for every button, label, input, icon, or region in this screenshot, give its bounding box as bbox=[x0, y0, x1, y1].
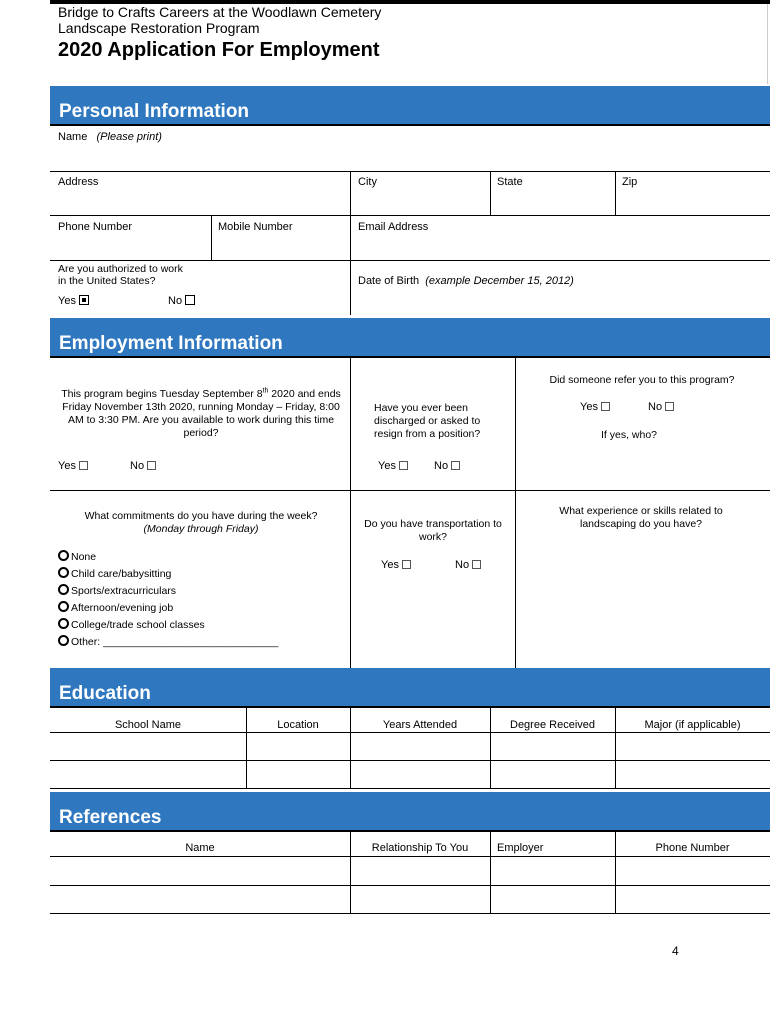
table-row bbox=[50, 885, 770, 886]
phone-label: Phone Number bbox=[58, 221, 132, 233]
commitment-option-other[interactable]: Other: ______________________________ bbox=[58, 634, 278, 651]
experience-question: What experience or skills related to landscaping do you have? bbox=[559, 505, 723, 530]
section-header-personal: Personal Information bbox=[50, 86, 770, 126]
commitment-option-classes[interactable]: College/trade school classes bbox=[58, 617, 278, 634]
divider bbox=[350, 171, 351, 216]
commitments-options bbox=[58, 549, 278, 651]
section-header-education: Education bbox=[50, 668, 770, 708]
referral-question: Did someone refer you to this program? bbox=[549, 374, 735, 386]
divider bbox=[50, 215, 770, 216]
availability-no-option[interactable]: No bbox=[130, 460, 156, 473]
availability-yes-option[interactable]: Yes bbox=[58, 460, 88, 473]
referral-followup: If yes, who? bbox=[600, 429, 658, 441]
table-row bbox=[50, 913, 770, 914]
transportation-question: Do you have transportation to work? bbox=[364, 518, 502, 543]
mobile-label: Mobile Number bbox=[218, 221, 293, 233]
commitment-option-sports[interactable]: Sports/extracurriculars bbox=[58, 583, 278, 600]
references-col-relationship: Relationship To You bbox=[371, 842, 469, 854]
table-row bbox=[50, 856, 770, 857]
divider bbox=[211, 215, 212, 260]
divider bbox=[615, 832, 616, 914]
commitment-option-none[interactable]: None bbox=[58, 549, 278, 566]
checkbox-icon[interactable] bbox=[185, 295, 195, 305]
discharged-question: Have you ever been discharged or asked to resign from a position? bbox=[374, 402, 481, 440]
address-label: Address bbox=[58, 176, 99, 188]
table-row bbox=[50, 760, 770, 761]
radio-icon[interactable] bbox=[58, 601, 69, 612]
radio-icon[interactable] bbox=[58, 635, 69, 646]
divider bbox=[615, 171, 616, 216]
checkbox-icon[interactable] bbox=[472, 560, 481, 569]
name-hint: (Please print) bbox=[96, 131, 162, 143]
page-number: 4 bbox=[672, 944, 679, 958]
divider bbox=[50, 490, 770, 491]
program-name: Bridge to Crafts Careers at the Woodlawn Cemetery bbox=[58, 4, 382, 20]
state-label: State bbox=[497, 176, 523, 188]
authorized-no-option[interactable]: No bbox=[168, 295, 195, 308]
education-col-years: Years Attended bbox=[382, 719, 458, 731]
referral-yes-option[interactable]: Yes bbox=[580, 401, 610, 414]
work-authorization-question: Are you authorized to work in the United States? bbox=[58, 263, 183, 287]
references-col-employer: Employer bbox=[497, 842, 544, 854]
authorized-yes-option[interactable]: Yes bbox=[58, 295, 89, 308]
divider bbox=[515, 358, 516, 669]
name-label: Name bbox=[58, 131, 88, 143]
commitments-question: What commitments do you have during the week? (Monday through Friday) bbox=[84, 510, 318, 535]
references-col-phone: Phone Number bbox=[655, 842, 730, 854]
commitment-option-job[interactable]: Afternoon/evening job bbox=[58, 600, 278, 617]
email-label: Email Address bbox=[358, 221, 429, 233]
zip-label: Zip bbox=[622, 176, 638, 188]
city-label: City bbox=[358, 176, 377, 188]
section-header-employment: Employment Information bbox=[50, 318, 770, 358]
checkbox-icon[interactable] bbox=[665, 402, 674, 411]
referral-no-option[interactable]: No bbox=[648, 401, 674, 414]
divider bbox=[490, 171, 491, 216]
checkbox-checked-icon[interactable] bbox=[79, 295, 89, 305]
header-right-border bbox=[767, 4, 768, 84]
checkbox-icon[interactable] bbox=[399, 461, 408, 470]
dob-label: Date of Birth bbox=[358, 275, 420, 287]
education-col-location: Location bbox=[277, 719, 319, 731]
checkbox-icon[interactable] bbox=[451, 461, 460, 470]
dob-hint: (example December 15, 2012) bbox=[425, 275, 574, 287]
radio-icon[interactable] bbox=[58, 618, 69, 629]
checkbox-icon[interactable] bbox=[601, 402, 610, 411]
checkbox-icon[interactable] bbox=[79, 461, 88, 470]
name-field[interactable] bbox=[58, 131, 162, 144]
transportation-no-option[interactable]: No bbox=[455, 559, 481, 572]
page-title: 2020 Application For Employment bbox=[58, 39, 380, 61]
radio-icon[interactable] bbox=[58, 584, 69, 595]
divider bbox=[615, 708, 616, 788]
program-availability-question: This program begins Tuesday September 8th 2020 and ends Friday November 13th 2020, running Monday – Friday, 8:00 AM to 3:30 PM. Are you available to work during this time period? bbox=[61, 387, 341, 439]
checkbox-icon[interactable] bbox=[147, 461, 156, 470]
divider bbox=[350, 832, 351, 914]
divider bbox=[50, 260, 770, 261]
transportation-yes-option[interactable]: Yes bbox=[381, 559, 411, 572]
divider bbox=[490, 708, 491, 788]
education-col-major: Major (if applicable) bbox=[644, 719, 741, 731]
divider bbox=[350, 708, 351, 788]
discharged-yes-option[interactable]: Yes bbox=[378, 460, 408, 473]
radio-icon[interactable] bbox=[58, 550, 69, 561]
table-row bbox=[50, 732, 770, 733]
radio-icon[interactable] bbox=[58, 567, 69, 578]
program-subtitle: Landscape Restoration Program bbox=[58, 20, 260, 36]
references-col-name: Name bbox=[185, 842, 215, 854]
education-col-degree: Degree Received bbox=[510, 719, 595, 731]
divider bbox=[350, 215, 351, 260]
divider bbox=[490, 832, 491, 914]
discharged-no-option[interactable]: No bbox=[434, 460, 460, 473]
divider bbox=[50, 171, 770, 172]
section-header-references: References bbox=[50, 792, 770, 832]
table-row bbox=[50, 788, 770, 789]
divider bbox=[350, 260, 351, 315]
divider bbox=[246, 708, 247, 788]
dob-field[interactable] bbox=[358, 275, 574, 288]
education-col-school: School Name bbox=[114, 719, 182, 731]
divider bbox=[350, 358, 351, 669]
checkbox-icon[interactable] bbox=[402, 560, 411, 569]
commitment-option-childcare[interactable]: Child care/babysitting bbox=[58, 566, 278, 583]
